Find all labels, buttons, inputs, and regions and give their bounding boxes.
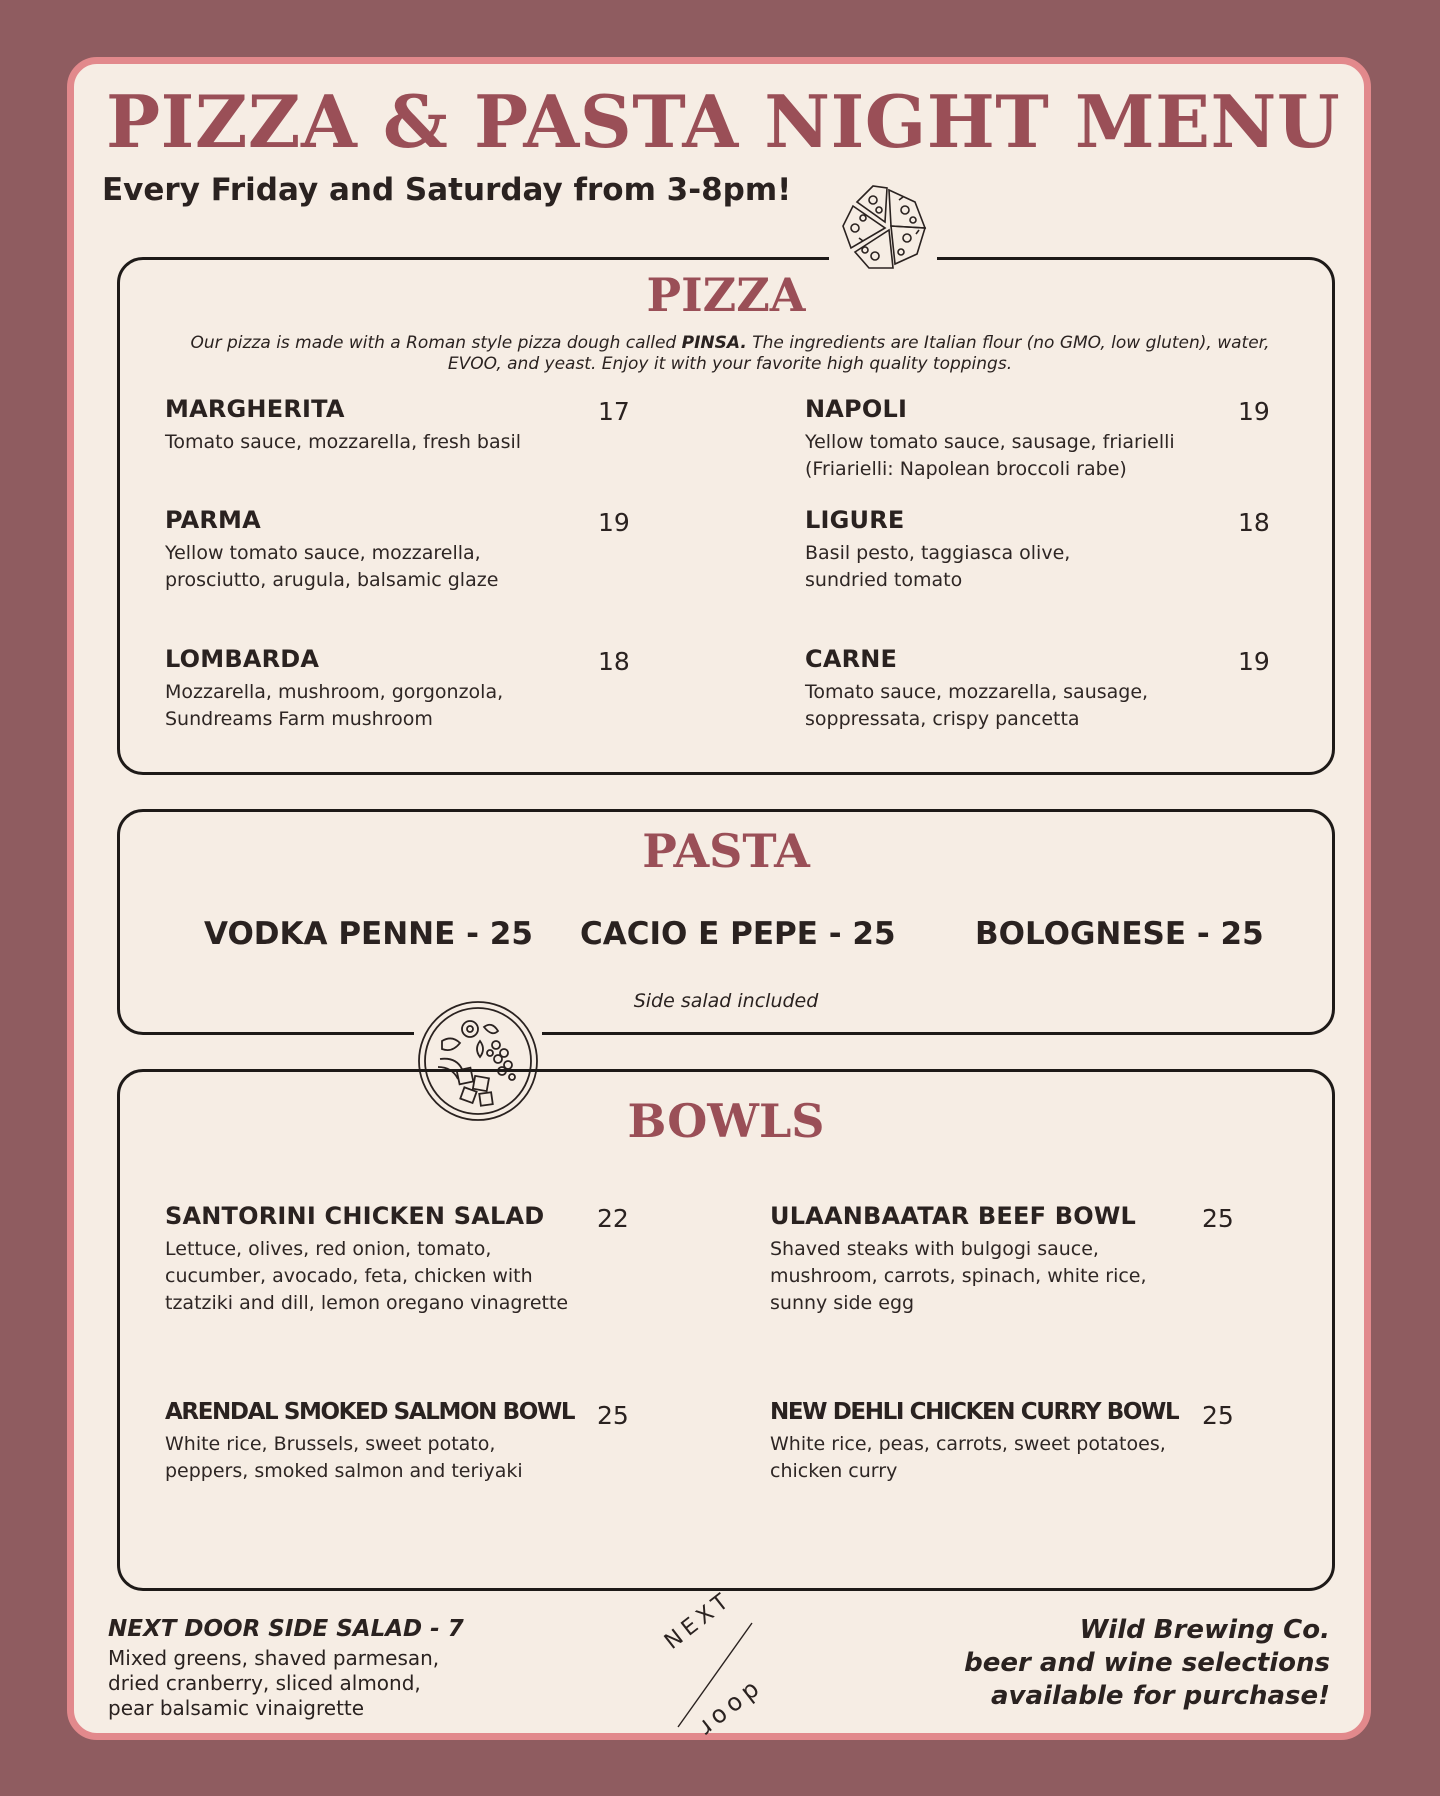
pasta-item-bolognese: BOLOGNESE - 25 [975, 916, 1264, 952]
pizza-intro-text-end: The ingredients are Italian flour (no GMO, low gluten), water, EVOO, and yeast. Enjoy it with your favorite high quality toppings. [447, 333, 1270, 374]
item-desc: White rice, Brussels, sweet potato, peppers, smoked salmon and teriyaki [165, 1433, 523, 1482]
menu-card [67, 57, 1371, 1745]
item-name: PARMA [165, 506, 261, 534]
brewing-line: Wild Brewing Co. [1079, 1615, 1330, 1645]
item-desc: Lettuce, olives, red onion, tomato, cucumber, avocado, feta, chicken with tzatziki and dill, lemon oregano vinagrette [165, 1238, 569, 1314]
item-desc: Yellow tomato sauce, mozzarella, prosciutto, arugula, balsamic glaze [165, 542, 499, 591]
pizza-heading: PIZZA [646, 268, 806, 322]
menu-item-carne [805, 645, 1285, 733]
item-desc: Mozzarella, mushroom, gorgonzola, Sundreams Farm mushroom [165, 681, 504, 730]
menu-item-santorini [165, 1202, 665, 1317]
pasta-note: Side salad included [633, 990, 819, 1012]
menu-item-margherita [165, 395, 665, 456]
menu-item-napoli [805, 395, 1285, 483]
item-desc: Tomato sauce, mozzarella, fresh basil [165, 431, 522, 453]
item-name: LOMBARDA [165, 645, 320, 673]
item-name: MARGHERITA [165, 395, 345, 423]
item-desc: Tomato sauce, mozzarella, sausage, soppressata, crispy pancetta [805, 681, 1149, 730]
item-name: LIGURE [805, 506, 905, 534]
pasta-item-cacio-e-pepe: CACIO E PEPE - 25 [580, 916, 896, 952]
item-name: CARNE [805, 645, 898, 673]
pizza-section [117, 257, 1335, 775]
pasta-item-vodka-penne: VODKA PENNE - 25 [204, 916, 533, 952]
pizza-intro-text: Our pizza is made with a Roman style pizza dough called [190, 333, 682, 353]
item-price: 18 [598, 647, 630, 676]
item-price: 17 [598, 397, 630, 426]
side-salad-desc [108, 1646, 528, 1721]
page-subtitle: Every Friday and Saturday from 3-8pm! [102, 172, 792, 208]
side-salad-info [108, 1616, 528, 1721]
item-name: ARENDAL SMOKED SALMON BOWL [165, 1399, 575, 1425]
item-desc: Shaved steaks with bulgogi sauce, mushroom, carrots, spinach, white rice, sunny side egg [770, 1238, 1147, 1314]
item-price: 25 [1202, 1204, 1234, 1233]
menu-item-lombarda [165, 645, 665, 733]
item-name: SANTORINI CHICKEN SALAD [165, 1202, 545, 1230]
item-price: 25 [1202, 1401, 1234, 1430]
brewing-line: beer and wine selections [964, 1648, 1330, 1678]
menu-item-arendal [165, 1399, 665, 1485]
next-door-logo [640, 1586, 790, 1745]
item-price: 25 [597, 1401, 629, 1430]
side-salad-name: NEXT DOOR SIDE SALAD - 7 [108, 1616, 464, 1642]
pizza-intro-pinsa: PINSA. [681, 333, 747, 353]
item-price: 22 [597, 1204, 629, 1233]
item-price: 18 [1238, 508, 1270, 537]
item-price: 19 [598, 508, 630, 537]
brewing-line: available for purchase! [990, 1681, 1330, 1711]
side-salad-desc-line: dried cranberry, sliced almond, [108, 1671, 421, 1695]
page-title: PIZZA & PASTA NIGHT MENU [106, 79, 1341, 164]
item-name: NAPOLI [805, 395, 908, 423]
logo-text-top: NEXT [660, 1586, 738, 1655]
item-desc: White rice, peas, carrots, sweet potatoes, chicken curry [770, 1433, 1166, 1482]
item-desc: Basil pesto, taggiasca olive, sundried tomato [805, 542, 1071, 591]
item-name: NEW DEHLI CHICKEN CURRY BOWL [770, 1399, 1179, 1425]
brewing-info [910, 1614, 1330, 1713]
pizza-icon [829, 172, 937, 284]
menu-item-parma [165, 506, 665, 594]
side-salad-desc-line: Mixed greens, shaved parmesan, [108, 1646, 440, 1670]
pizza-intro [190, 333, 1270, 375]
side-salad-desc-line: pear balsamic vinaigrette [108, 1696, 365, 1720]
item-desc: Yellow tomato sauce, sausage, friarielli (Friarielli: Napolean broccoli rabe) [805, 431, 1175, 480]
menu-item-ulaanbaatar [770, 1202, 1270, 1317]
menu-item-new-dehli [770, 1399, 1270, 1485]
logo-text-bottom: door [690, 1676, 766, 1745]
item-price: 19 [1238, 397, 1270, 426]
bowls-section [117, 1069, 1335, 1591]
pasta-heading: PASTA [642, 824, 810, 878]
menu-item-ligure [805, 506, 1285, 594]
item-price: 19 [1238, 647, 1270, 676]
item-name: ULAANBAATAR BEEF BOWL [770, 1202, 1137, 1230]
bowls-heading: BOWLS [627, 1094, 825, 1148]
pasta-section [117, 809, 1335, 1035]
